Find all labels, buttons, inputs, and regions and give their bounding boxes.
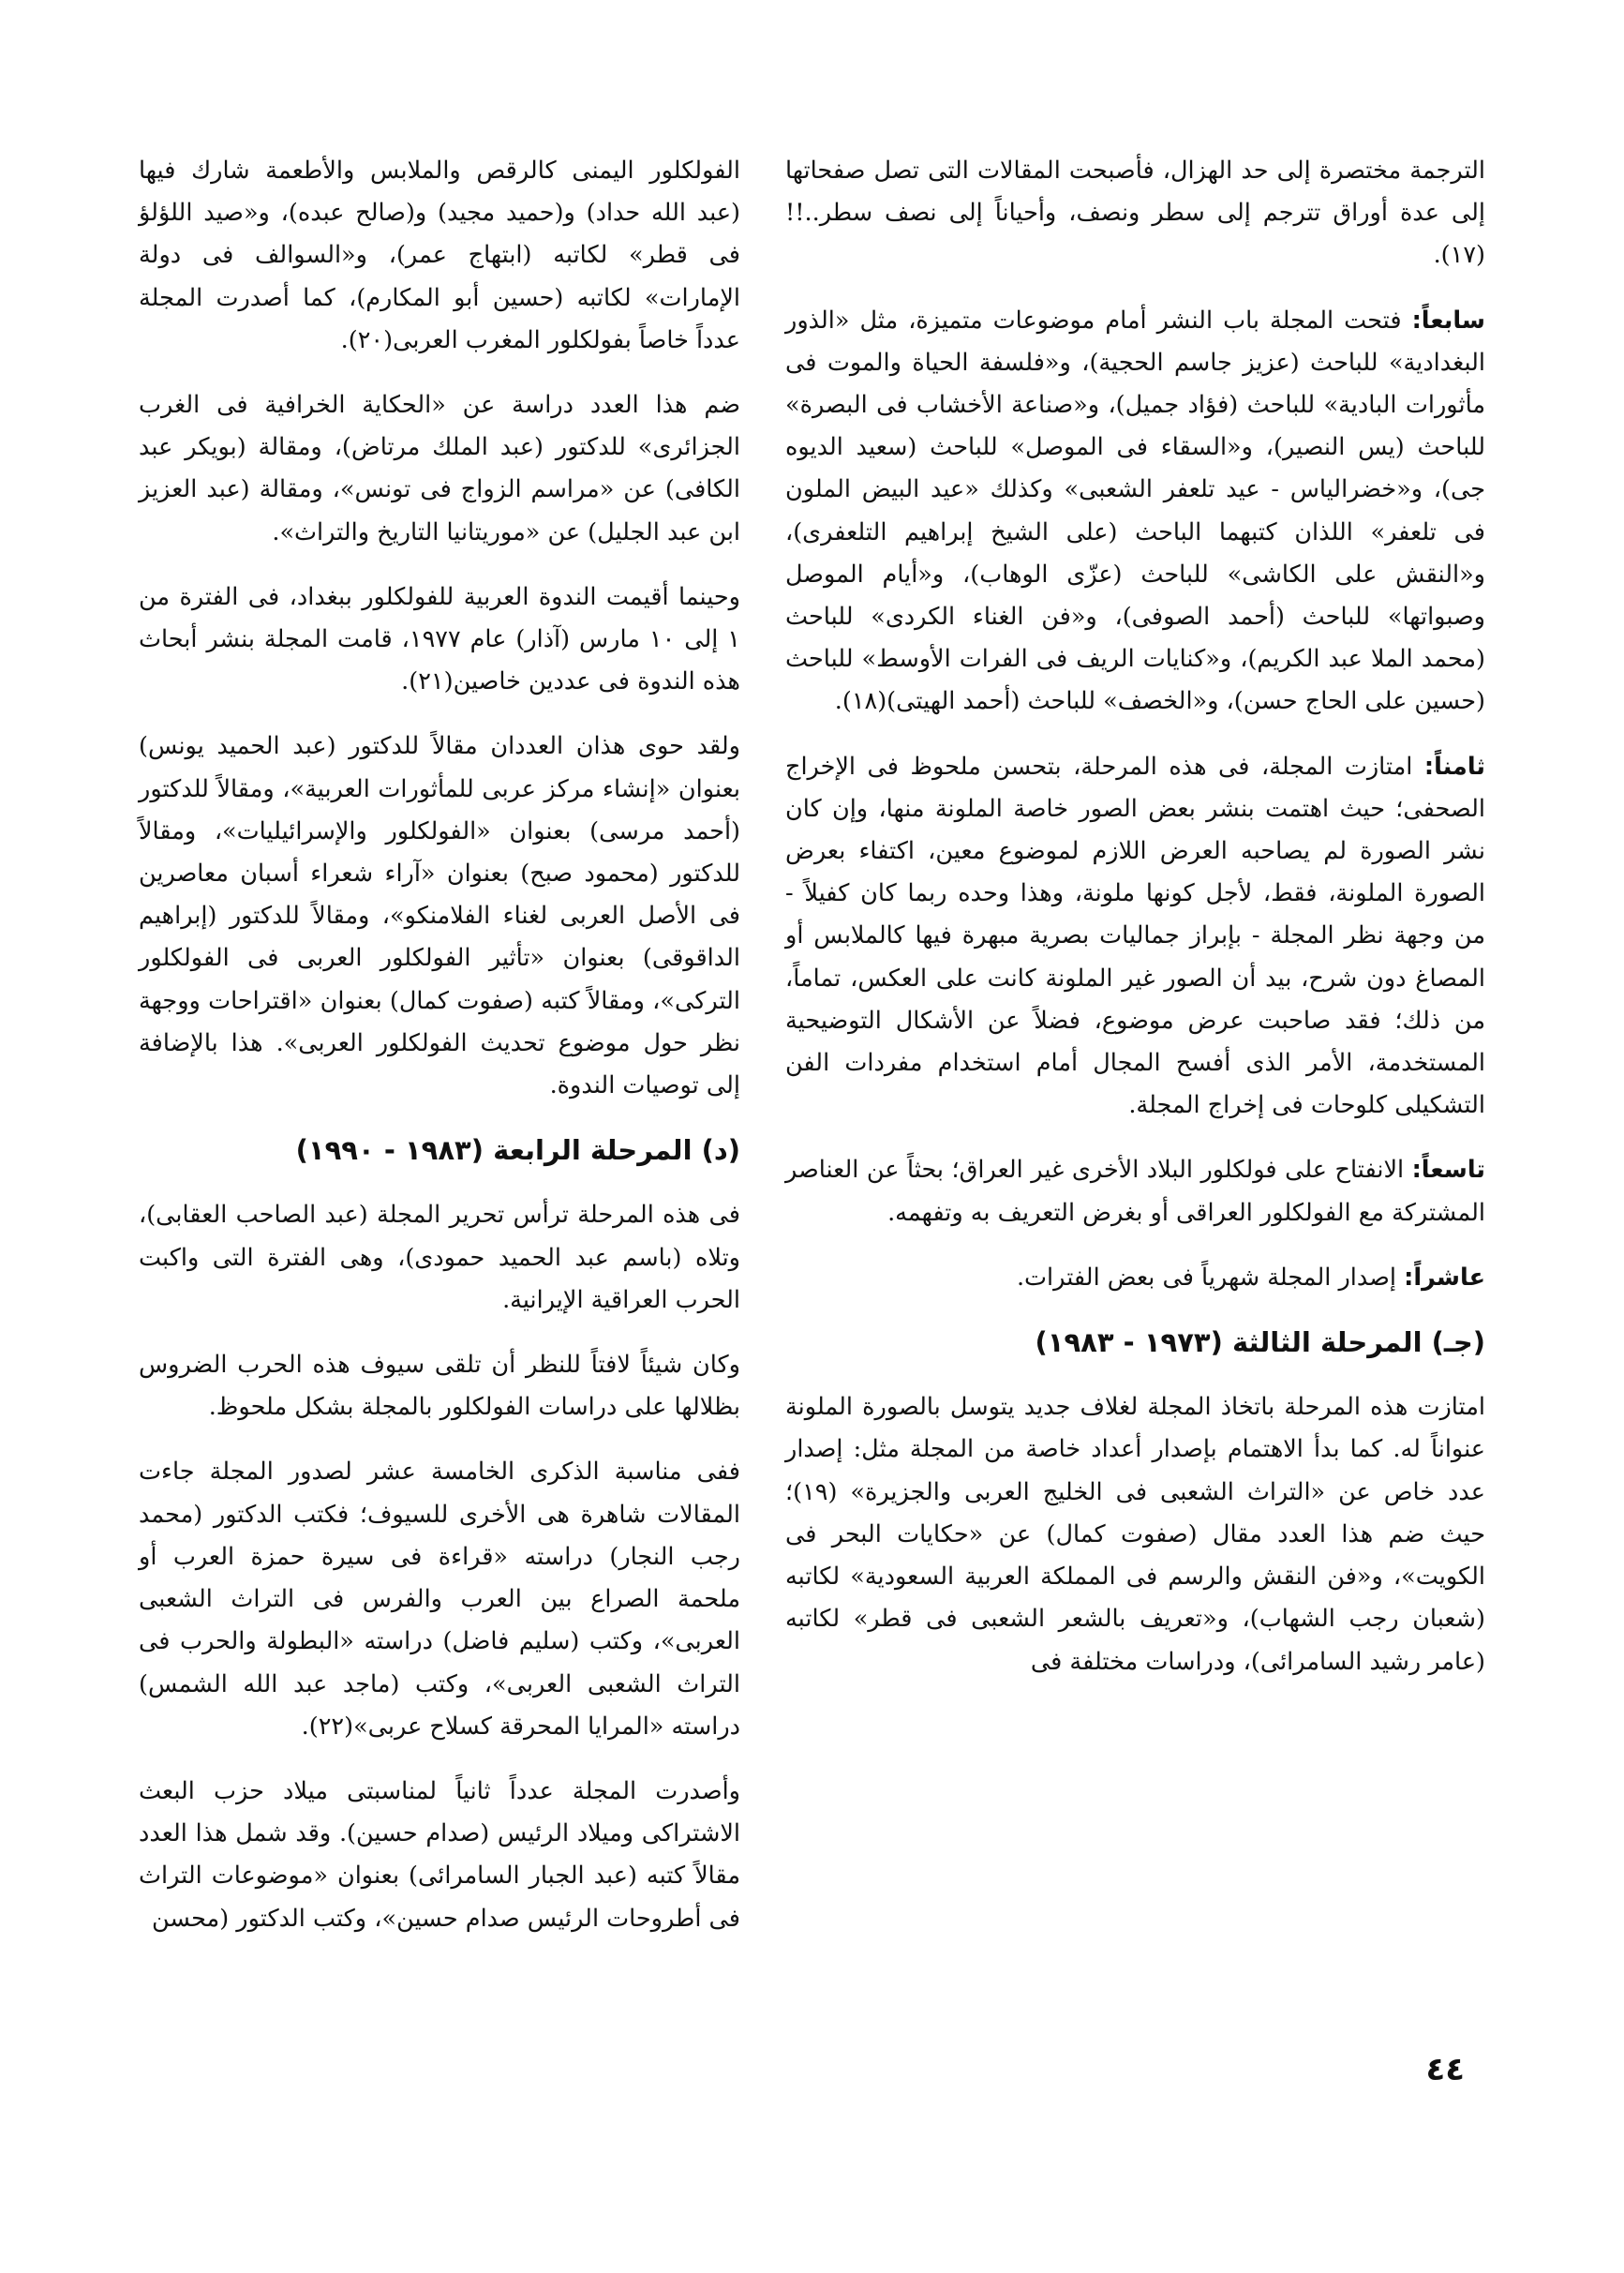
paragraph: وأصدرت المجلة عدداً ثانياً لمناسبتى ميلاد حزب البعث الاشتراكى وميلاد الرئيس (صدام حسين). وقد شمل هذا العدد مقالاً كتبه (عبد الجبار السامرائى) بعنوان «موضوعات التراث فى أطروحات الرئيس صدام حسين»، وكتب الدكتور (محسن	[139, 1776, 740, 1933]
paragraph: الفولكلور اليمنى كالرقص والملابس والأطعمة شارك فيها (عبد الله حداد) و(حميد مجيد) و(صالح عبده)، و«صيد اللؤلؤ فى قطر» لكاتبه (ابتهاج عمر)، و«السوالف فى دولة الإمارات» لكاتبه (حسين أبو المكارم)، كما أصدرت المجلة عدداً خاصاً بفولكلور المغرب العربى(٢٠).	[139, 157, 740, 354]
section-heading-third-phase: (جـ) المرحلة الثالثة (١٩٧٣ - ١٩٨٣)	[1035, 1326, 1485, 1359]
section-heading-fourth-phase: (د) المرحلة الرابعة (١٩٨٣ - ١٩٩٠)	[295, 1134, 740, 1167]
paragraph-text: إصدار المجلة شهرياً فى بعض الفترات.	[1016, 1263, 1397, 1292]
paragraph: ضم هذا العدد دراسة عن «الحكاية الخرافية فى الغرب الجزائرى» للدكتور (عبد الملك مرتاض)، ومقالة (بويكر عبد الكافى) عن «مراسم الزواج فى تونس»، ومقالة (عبد العزيز ابن عبد الجليل) عن «موريتانيا التاريخ والتراث».	[139, 391, 740, 546]
paragraph: فى هذه المرحلة ترأس تحرير المجلة (عبد الصاحب العقابى)، وتلاه (باسم عبد الحميد حمودى)، وهى الفترة التى واكبت الحرب العراقية الإيرانية.	[139, 1201, 740, 1314]
paragraph-lead: عاشراً:	[1404, 1263, 1485, 1292]
paragraph-text: فتحت المجلة باب النشر أمام موضوعات متميزة، مثل «الذور البغدادية» للباحث (عزيز جاسم الحجية)، و«فلسفة الحياة والموت فى مأثورات البادية» للباحث (فؤاد جميل)، و«صناعة الأخشاب فى البصرة» للباحث (يس النصير)، و«السقاء فى الموصل» للباحث (سعيد الديوه جى)، و«خضرالياس - عيد تلعفر الشعبى» وكذلك «عيد البيض الملون فى تلعفر» اللذان كتبهما الباحث (على الشيخ إبراهيم التلعفرى)، و«النقش على الكاشى» للباحث (عزّى الوهاب)، و«أيام الموصل وصبواتها» للباحث (أحمد الصوفى)، و«فن الغناء الكردى» للباحث (محمد الملا عبد الكريم)، و«كنايات الريف فى الفرات الأوسط» للباحث (حسين على الحاج حسن)، و«الخصف» للباحث (أحمد الهيتى)(١٨).	[785, 306, 1485, 716]
paragraph: الترجمة مختصرة إلى حد الهزال، فأصبحت المقالات التى تصل صفحاتها إلى عدة أوراق تترجم إلى سطر ونصف، وأحياناً إلى نصف سطر..!!(١٧).	[785, 157, 1485, 270]
paragraph-text: الانفتاح على فولكلور البلاد الأخرى غير العراق؛ بحثاً عن العناصر المشتركة مع الفولكلور العراقى أو بغرض التعريف به وتفهمه.	[785, 1156, 1485, 1227]
paragraph: امتازت هذه المرحلة باتخاذ المجلة لغلاف جديد يتوسل بالصورة الملونة عنواناً له. كما بدأ الاهتمام بإصدار أعداد خاصة من المجلة مثل: إصدار عدد خاص عن «التراث الشعبى فى الخليج العربى والجزيرة» (١٩)؛ حيث ضم هذا العدد مقال (صفوت كمال) عن «حكايات البحر فى الكويت»، و«فن النقش والرسم فى المملكة العربية السعودية» لكاتبه (شعبان رجب الشهاب)، و«تعريف بالشعر الشعبى فى قطر» لكاتبه (عامر رشيد السامرائى)، ودراسات مختلفة فى	[785, 1393, 1485, 1676]
paragraph: ففى مناسبة الذكرى الخامسة عشر لصدور المجلة جاءت المقالات شاهرة هى الأخرى للسيوف؛ فكتب الدكتور (محمد رجب النجار) دراسته «قراءة فى سيرة حمزة العرب أو ملحمة الصراع بين العرب والفرس فى التراث الشعبى العربى»، وكتب (سليم فاضل) دراسته «البطولة والحرب فى التراث الشعبى العربى»، وكتب (ماجد عبد الله الشمس) دراسته «المرايا المحرقة كسلاح عربى»(٢٢).	[139, 1458, 740, 1741]
paragraph: ولقد حوى هذان العددان مقالاً للدكتور (عبد الحميد يونس) بعنوان «إنشاء مركز عربى للمأثورات العربية»، ومقالاً للدكتور (أحمد مرسى) بعنوان «الفولكلور والإسرائيليات»، ومقالاً للدكتور (محمود صبح) بعنوان «آراء شعراء أسبان معاصرين فى الأصل العربى لغناء الفلامنكو»، ومقالاً للدكتور (إبراهيم الداقوقى) بعنوان «تأثير الفولكلور العربى فى الفولكلور التركى»، ومقالاً كتبه (صفوت كمال) بعنوان «اقتراحات ووجهة نظر حول موضوع تحديث الفولكلور العربى». هذا بالإضافة إلى توصيات الندوة.	[139, 732, 740, 1100]
paragraph-ninth	[785, 1149, 1485, 1234]
paragraph-text: امتازت المجلة، فى هذه المرحلة، بتحسن ملحوظ فى الإخراج الصحفى؛ حيث اهتمت بنشر بعض الصور خاصة الملونة منها، وإن كان نشر الصورة لم يصاحبه العرض اللازم لموضوع معين، اكتفاء بعرض الصورة الملونة، فقط، لأجل كونها ملونة، وهذا وحده ربما كان كفيلاً - من وجهة نظر المجلة - بإبراز جماليات بصرية مبهرة فيها كالملابس أو المصاغ دون شرح، بيد أن الصور غير الملونة كانت على العكس، تماماً، من ذلك؛ فقد صاحبت عرض موضوع، فضلاً عن الأشكال التوضيحية المستخدمة، الأمر الذى أفسح المجال أمام استخدام مفردات الفن التشكيلى كلوحات فى إخراج المجلة.	[785, 752, 1485, 1120]
paragraph-lead: سابعاً:	[1411, 306, 1485, 335]
paragraph: وحينما أقيمت الندوة العربية للفولكلور ببغداد، فى الفترة من ١ إلى ١٠ مارس (آذار) عام ١٩٧٧، قامت المجلة بنشر أبحاث هذه الندوة فى عددين خاصين(٢١).	[139, 582, 740, 696]
paragraph-lead: تاسعاً:	[1411, 1156, 1485, 1185]
paragraph-tenth	[785, 1257, 1485, 1299]
page-number: ٤٤	[1425, 2051, 1465, 2088]
right-column	[785, 150, 1485, 1706]
paragraph: وكان شيئاً لافتاً للنظر أن تلقى سيوف هذه الحرب الضروس بظلالها على دراسات الفولكلور بالمجلة بشكل ملحوظ.	[139, 1351, 740, 1422]
left-column	[139, 150, 740, 1963]
paragraph-lead: ثامناً:	[1423, 752, 1485, 781]
paragraph-seventh	[785, 300, 1485, 724]
paragraph-eighth	[785, 746, 1485, 1128]
